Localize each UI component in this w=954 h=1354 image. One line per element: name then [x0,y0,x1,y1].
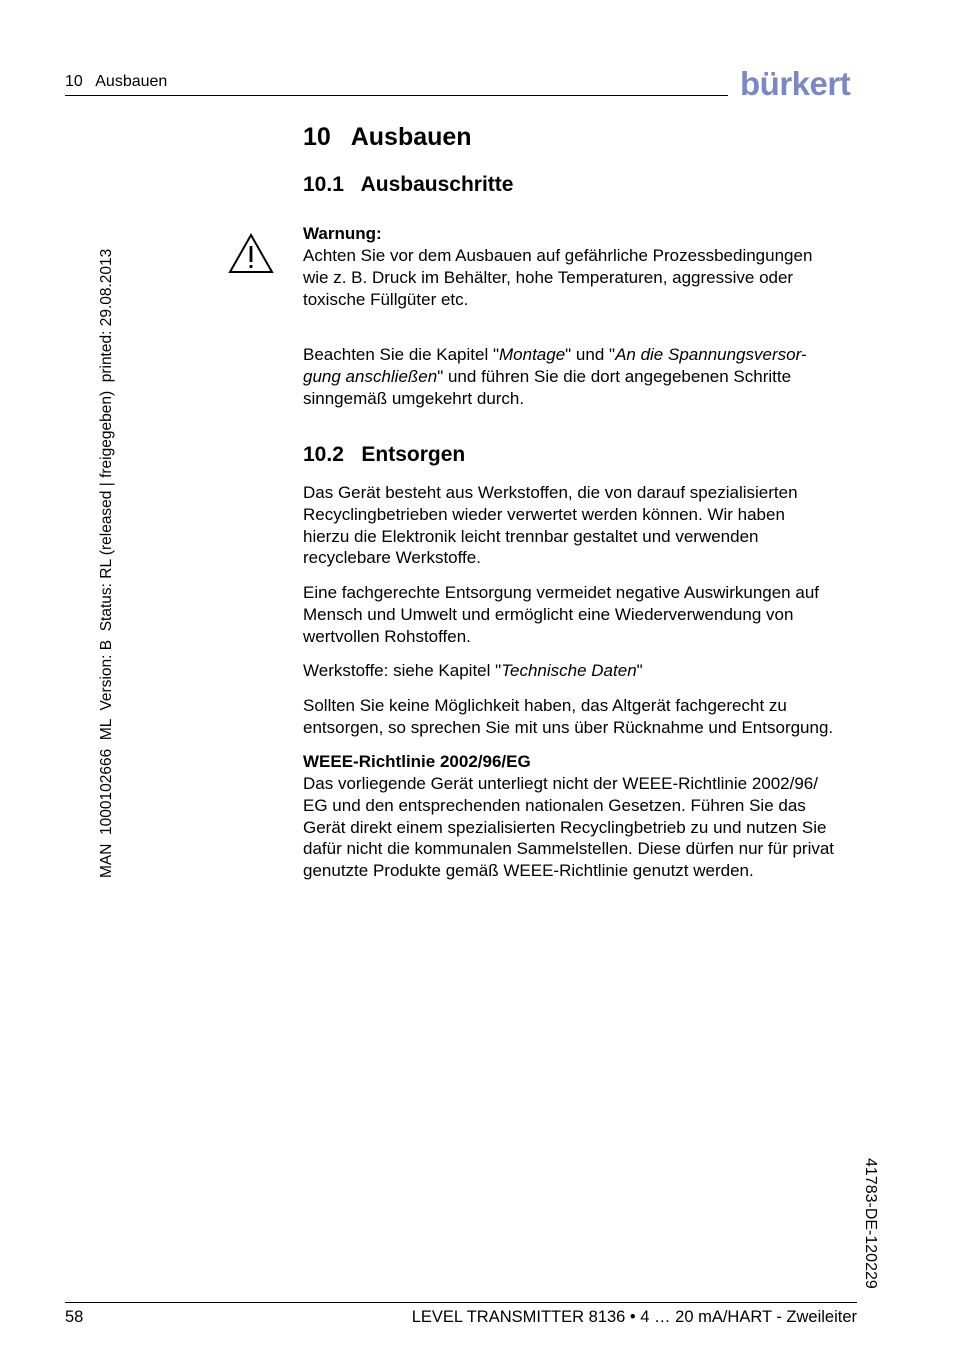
paragraph-line: Sollten Sie keine Möglichkeit haben, das Altgerät fachgerecht zu [303,696,787,715]
paragraph-line: Gerät direkt einem spezialisierten Recyclingbetrieb zu und nutzen Sie [303,817,827,837]
paragraph-text: " [636,661,643,680]
paragraph-line: wertvollen Rohstoffen. [303,626,471,646]
buerkert-logo-graphic [738,64,860,100]
paragraph-line: Mensch und Umwelt und ermöglicht eine Wiederverwendung von [303,604,794,624]
paragraph-line [303,660,863,682]
page-number: 58 [65,1308,84,1326]
paragraph-line: dafür nicht die kommunalen Sammelstellen. Diese dürfen nur für privat [303,839,835,859]
paragraph-line: recyclebare Werkstoffe. [303,548,481,568]
header-rule [65,95,728,96]
warning-line: wie z. B. Druck im Behälter, hohe Temperaturen, aggressive oder [303,267,794,287]
note-line [303,344,863,366]
note-line: sinngemäß umgekehrt durch. [303,388,525,408]
warning-text [303,245,863,310]
paragraph-line: Das Gerät besteht aus Werkstoffen, die von darauf spezialisierten [303,483,798,502]
chapter-title: 10 Ausbauen [303,123,472,151]
paragraph-line: Recyclingbetrieben wieder verwertet werden können. Wir haben [303,504,785,524]
paragraph-return [303,695,863,739]
weee-paragraph [303,773,863,882]
chapter-reference-spannung-cont: gung anschließen [303,366,438,386]
reference-note [303,344,863,409]
paragraph-materials [303,482,863,569]
document-status-sidebar: MAN 1000102666 ML Version: B Status: RL (released | freigegeben) printed: 29.08.2013 [98,248,115,878]
paragraph-text: Werkstoffe: siehe Kapitel " [303,661,502,680]
paragraph-line: entsorgen, so sprechen Sie mit uns über Rücknahme und Entsorgung. [303,717,834,737]
note-text: " und führen Sie die dort angegebenen Schritte [437,366,792,386]
warning-triangle-icon [228,232,274,279]
paragraph-line: Eine fachgerechte Entsorgung vermeidet negative Auswirkungen auf [303,583,819,602]
paragraph-disposal [303,582,863,647]
paragraph-materials-reference [303,660,863,682]
warning-title: Warnung: [303,224,382,243]
section-title-entsorgen: 10.2 Entsorgen [303,443,466,466]
chapter-reference-spannung: An die Spannungsversor- [615,345,807,364]
footer-document-title: LEVEL TRANSMITTER 8136 • 4 … 20 mA/HART - Zweileiter [411,1308,857,1326]
chapter-reference-technische-daten: Technische Daten [501,661,637,680]
footer-rule [65,1302,857,1303]
section-title-ausbauschritte: 10.1 Ausbauschritte [303,173,514,196]
note-line [303,366,863,388]
paragraph-line: EG und den entsprechenden nationalen Gesetzen. Führen Sie das [303,795,806,815]
running-header: 10 Ausbauen [65,73,168,90]
paragraph-line: hierzu die Elektronik leicht trennbar gestaltet und verwenden [303,526,759,546]
weee-title: WEEE-Richtlinie 2002/96/EG [303,752,531,771]
note-text: Beachten Sie die Kapitel " [303,345,499,364]
paragraph-line: Das vorliegende Gerät unterliegt nicht der WEEE-Richtlinie 2002/96/ [303,774,818,793]
document-code-sidebar: 41783-DE-120229 [862,1158,879,1289]
chapter-reference-montage: Montage [499,345,566,364]
paragraph-line: genutzte Produkte gemäß WEEE-Richtlinie genutzt werden. [303,861,754,881]
warning-line: toxische Füllgüter etc. [303,289,469,309]
logo-wordmark: bürkert [740,65,851,100]
warning-line: Achten Sie vor dem Ausbauen auf gefährliche Prozessbedingungen [303,246,813,265]
note-text: " und " [565,345,616,364]
buerkert-logo [738,64,860,105]
